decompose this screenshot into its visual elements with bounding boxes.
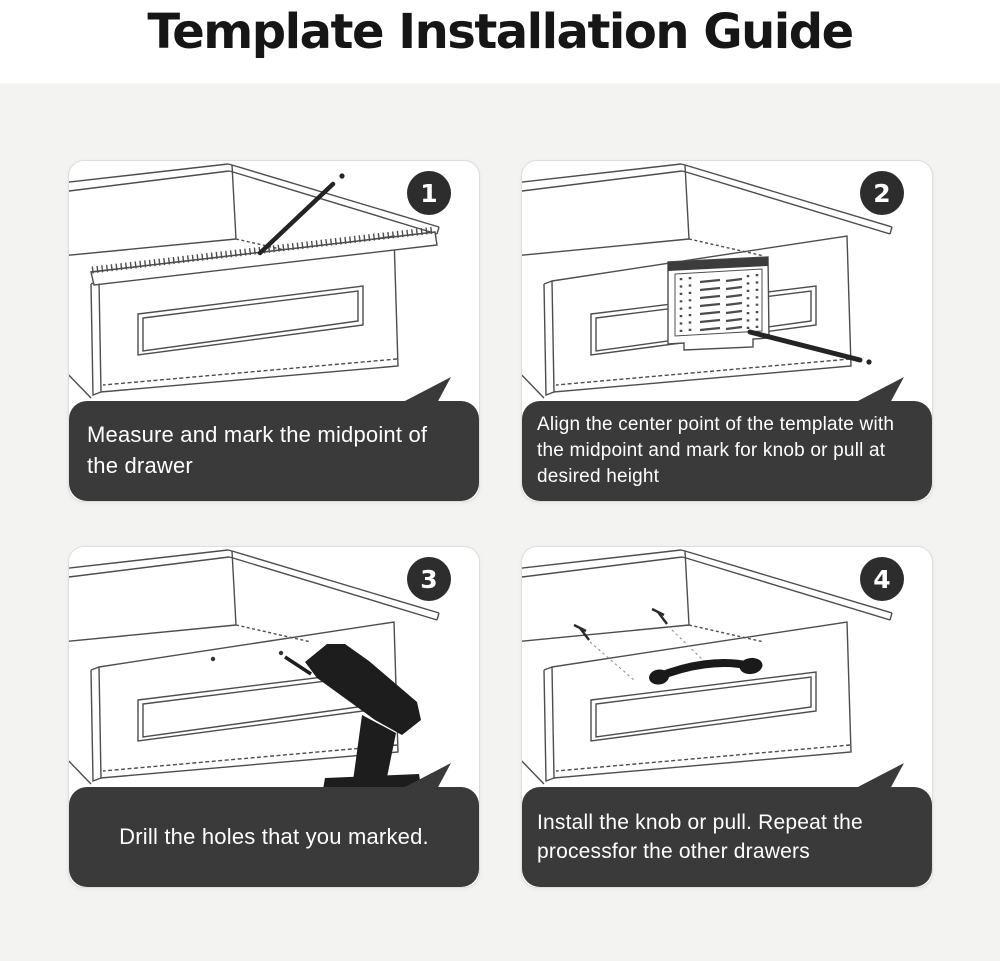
marked-hole-dots (211, 651, 283, 661)
page-title: Template Installation Guide (147, 4, 853, 60)
step-number-badge: 4 (860, 557, 904, 601)
ruler-icon (91, 230, 437, 285)
caption-text: Align the center point of the template with the midpoint and mark for knob or pull at desired height (537, 413, 895, 488)
step-card-4 (521, 546, 933, 888)
caption-bubble (69, 787, 479, 887)
step-card-2 (521, 160, 933, 502)
caption-text: Measure and mark the midpoint of the drawer (87, 422, 428, 478)
step-card-3 (68, 546, 480, 888)
step-card-1 (68, 160, 480, 502)
caption-text: Install the knob or pull. Repeat the processfor the other drawers (537, 810, 863, 863)
template-card-icon (668, 257, 769, 350)
step-number-badge: 1 (407, 171, 451, 215)
caption-bubble (522, 787, 932, 887)
caption-text: Drill the holes that you marked. (119, 823, 429, 849)
step-number-badge: 3 (407, 557, 451, 601)
caption-bubble (522, 401, 932, 501)
drawer-pull-handle-icon (648, 656, 763, 685)
screw-leader-lines (590, 626, 710, 680)
drill-icon (285, 644, 423, 789)
caption-bubble (69, 401, 479, 501)
pencil-icon (750, 332, 872, 365)
step-number-badge: 2 (860, 171, 904, 215)
